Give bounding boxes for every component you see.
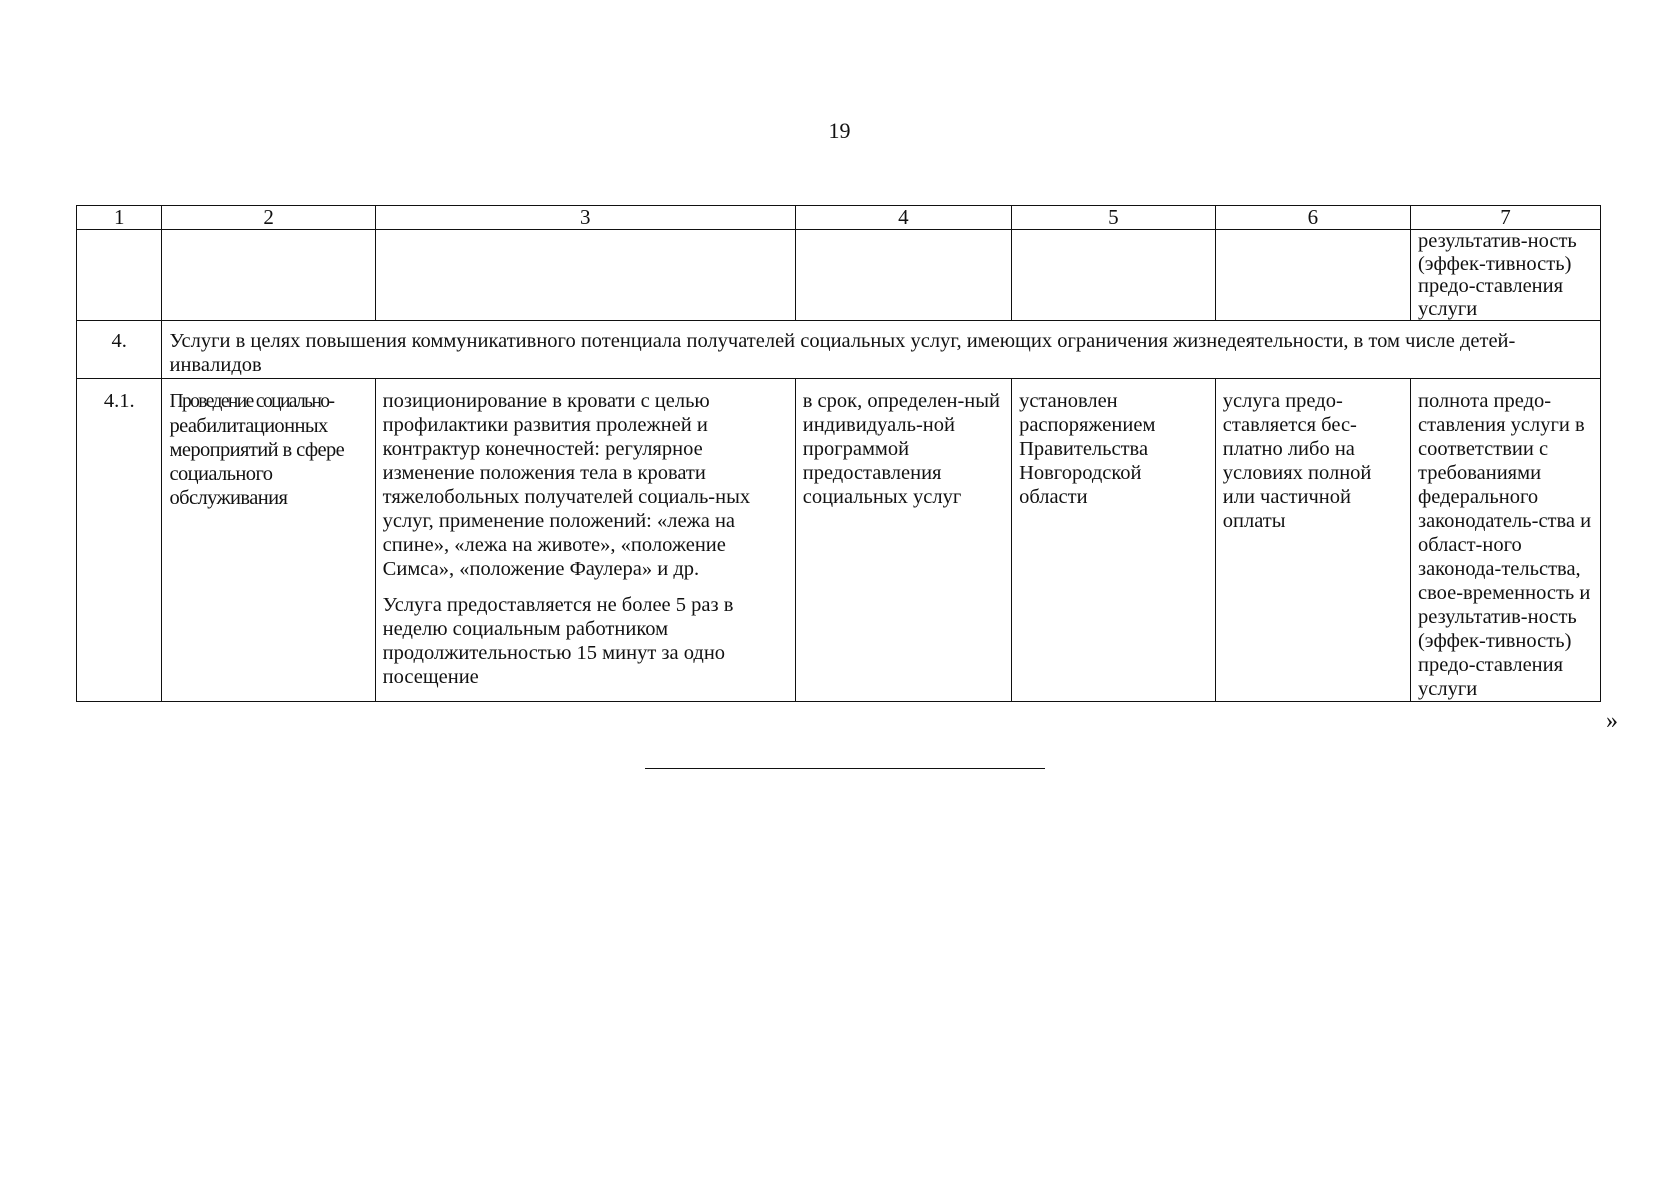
- empty-cell: [1012, 230, 1216, 321]
- empty-cell: [795, 230, 1011, 321]
- empty-cell: [375, 230, 795, 321]
- closing-quote-mark: »: [1606, 708, 1618, 734]
- end-divider-line: [645, 768, 1045, 769]
- page-number: 19: [828, 118, 851, 143]
- column-number-cell: 7: [1410, 206, 1600, 230]
- column-number-cell: 6: [1215, 206, 1410, 230]
- item-conditions: услуга предо-ставляется бес-платно либо на условиях полной или частичной оплаты: [1215, 379, 1410, 702]
- column-number-cell: 2: [162, 206, 375, 230]
- column-number-row: [77, 206, 1601, 230]
- continuation-row: [77, 230, 1601, 321]
- services-table: [76, 205, 1601, 702]
- column-number-cell: 4: [795, 206, 1011, 230]
- empty-cell: [1215, 230, 1410, 321]
- item-description-note: Услуга предоставляется не более 5 раз в неделю социальным работником продолжительностью 15 минут за одно посещение: [382, 594, 734, 688]
- item-row: [77, 379, 1601, 702]
- item-term: в срок, определен-ный индивидуаль-ной программой предоставления социальных услуг: [795, 379, 1011, 702]
- column-number-cell: 3: [375, 206, 795, 230]
- item-number: 4.1.: [77, 379, 162, 702]
- empty-cell: [162, 230, 375, 321]
- section-title: Услуги в целях повышения коммуникативного потенциала получателей социальных услуг, имеющих ограничения жизнедеятельности, в том числе детей-инвалидов: [162, 321, 1601, 379]
- continuation-quality-text: результатив-ность (эффек-тивность) предо-ставления услуги: [1410, 230, 1600, 321]
- item-name-first-line: Проведение социально-: [169, 391, 334, 412]
- item-name-rest: реабилитационных мероприятий в сфере социального обслуживания: [169, 415, 345, 509]
- item-description: позиционирование в кровати с целью профилактики развития пролежней и контрактур конечностей: регулярное изменение положения тела в кровати тяжелобольных получателей социаль-ных услуг, применение положений: «лежа на спине», «лежа на животе», «положение Симса», «положение Фаулера» и др.: [382, 390, 751, 580]
- section-number: 4.: [77, 321, 162, 379]
- section-row: [77, 321, 1601, 379]
- item-description-cell: [375, 379, 795, 702]
- item-cost: установлен распоряжением Правительства Новгородской области: [1012, 379, 1216, 702]
- column-number-cell: 5: [1012, 206, 1216, 230]
- empty-cell: [77, 230, 162, 321]
- document-sheet: [76, 205, 1601, 702]
- item-quality: полнота предо-ставления услуги в соответствии с требованиями федерального законодатель-ства и област-ного законода-тельства, свое-временность и результатив-ность (эффек-тивность) предо-ставления услуги: [1410, 379, 1600, 702]
- item-name: [162, 379, 375, 702]
- column-number-cell: 1: [77, 206, 162, 230]
